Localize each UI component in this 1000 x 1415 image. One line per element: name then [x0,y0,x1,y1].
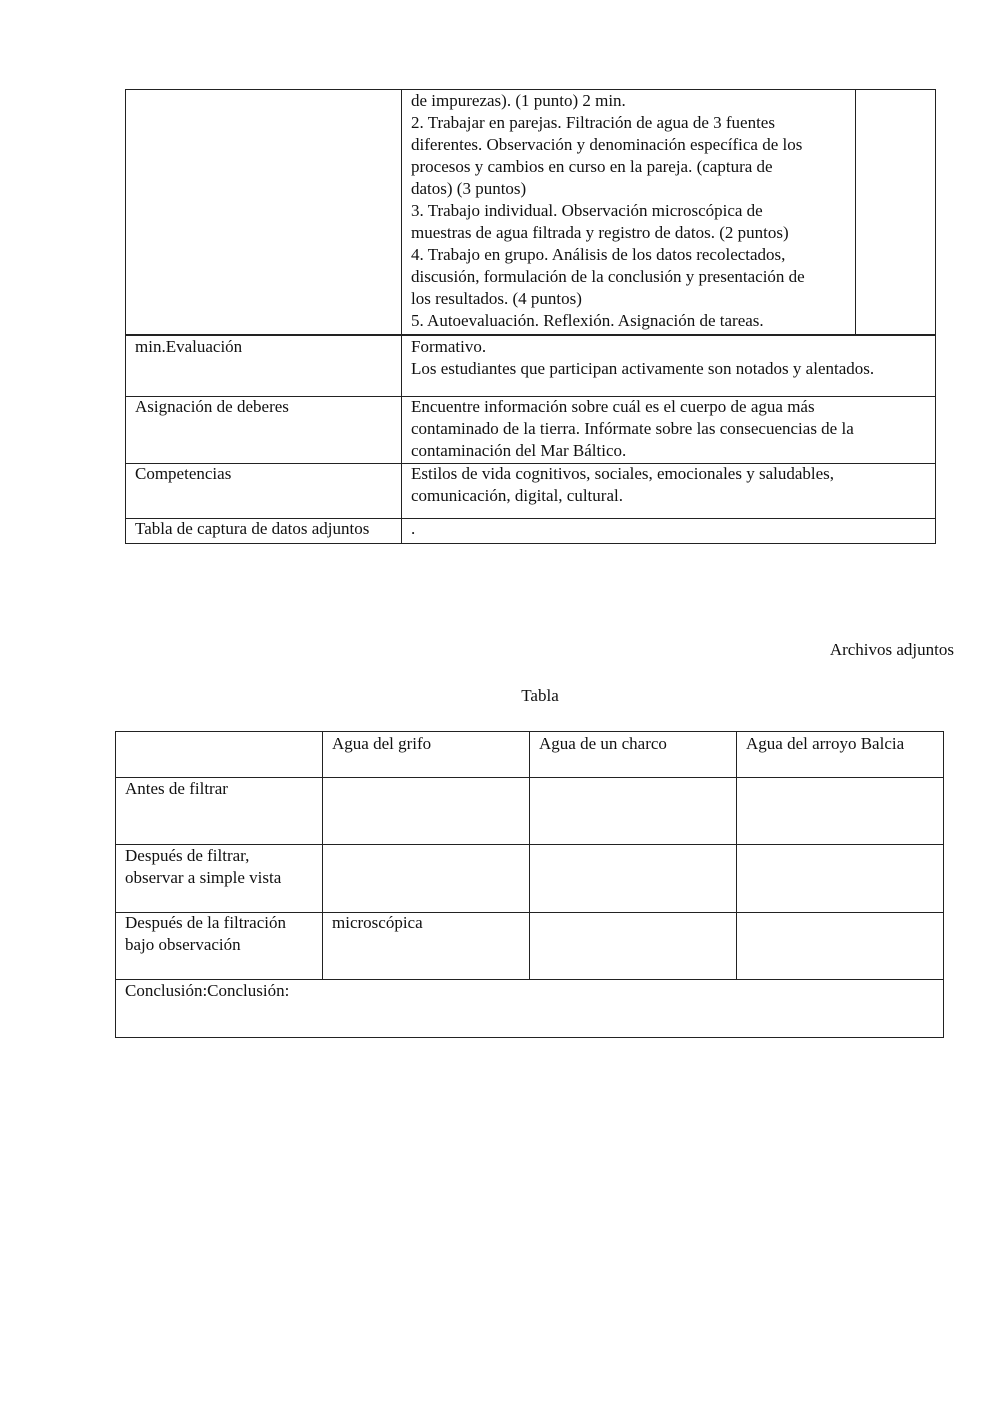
conclusion-label: Conclusión:Conclusión: [125,981,290,1000]
table-title: Tabla [521,686,559,705]
activities-line: datos) (3 puntos) [411,179,527,198]
competences-label: Competencias [135,464,232,483]
data-capture-table [115,731,944,1038]
activities-line: 4. Trabajo en grupo. Análisis de los datos recolectados, [411,245,786,264]
row-label: Después de la filtración bajo observación [125,913,286,954]
activities-line: discusión, formulación de la conclusión y presentación de [411,267,805,286]
competences-content: Estilos de vida cognitivos, sociales, emocionales y saludables, comunicación, digital, cultural. [411,464,835,505]
activities-line: 2. Trabajar en parejas. Filtración de agua de 3 fuentes [411,113,775,132]
activities-line: 3. Trabajo individual. Observación microscópica de [411,201,763,220]
activities-line: de impurezas). (1 punto) 2 min. [411,91,626,110]
row-divider [116,777,943,778]
column-divider [401,90,402,543]
data-capture-label: Tabla de captura de datos adjuntos [135,519,370,538]
table-cell: microscópica [332,913,423,932]
column-divider [322,732,323,980]
column-divider [736,732,737,980]
activities-line: diferentes. Observación y denominación específica de los [411,135,803,154]
data-capture-content: . [411,519,416,538]
column-header: Agua del arroyo Balcia [746,734,905,753]
attachments-heading: Archivos adjuntos [829,640,954,659]
evaluation-content: Formativo. Los estudiantes que participan activamente son notados y alentados. [411,337,875,378]
column-header: Agua de un charco [539,734,667,753]
evaluation-label: min.Evaluación [135,337,243,356]
activities-line: los resultados. (4 puntos) [411,289,582,308]
row-label: Antes de filtrar [125,779,228,798]
activities-line: 5. Autoevaluación. Reflexión. Asignación de tareas. [411,311,764,330]
homework-label: Asignación de deberes [135,397,289,416]
lesson-plan-table [125,89,936,544]
activities-line: muestras de agua filtrada y registro de datos. (2 puntos) [411,223,789,242]
column-header: Agua del grifo [332,734,432,753]
column-divider [529,732,530,980]
homework-content: Encuentre información sobre cuál es el cuerpo de agua más contaminado de la tierra. Infórmate sobre las consecuencias de la contaminación del Mar Báltico. [411,397,854,460]
row-label: Después de filtrar, observar a simple vista [125,846,282,887]
column-divider [855,90,856,335]
activities-line: procesos y cambios en curso en la pareja. (captura de [411,157,773,176]
activities-cell [411,90,805,332]
